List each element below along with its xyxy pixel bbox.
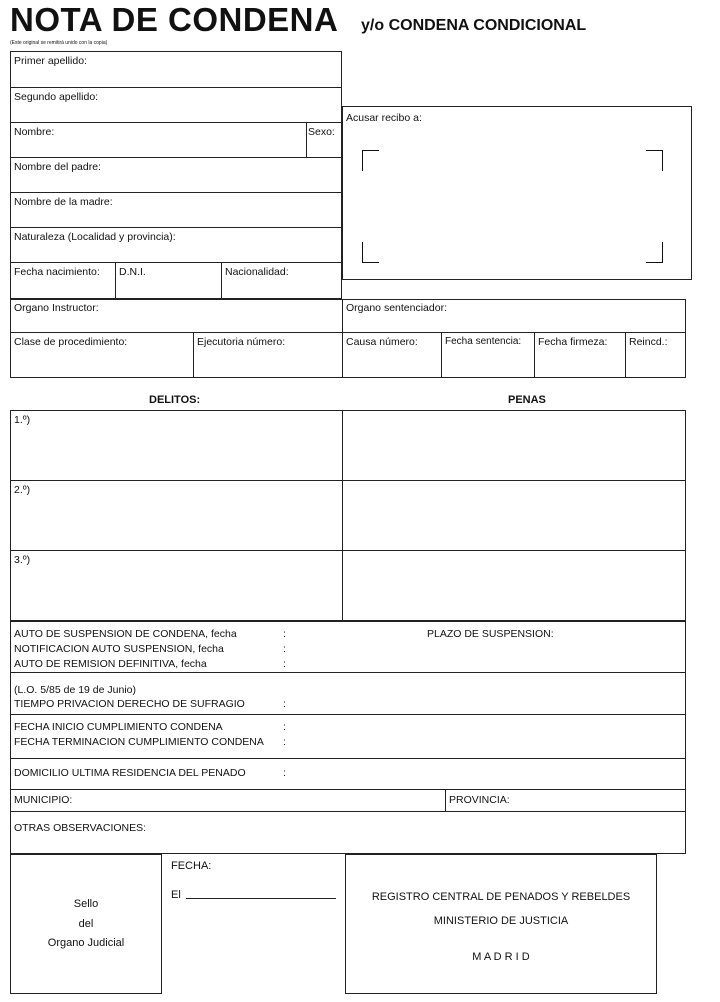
fecha-line [186,898,336,899]
auto-remision-colon: : [283,658,286,670]
tiempo-sufragio-label: TIEMPO PRIVACION DERECHO DE SUFRAGIO [14,698,245,710]
table-row-3-number: 3.º) [14,554,31,566]
domicilio-colon: : [283,767,286,779]
registro-title: REGISTRO CENTRAL DE PENADOS Y REBELDES [371,891,631,903]
delitos-header: DELITOS: [149,394,201,406]
sello-line-1: Sello [73,898,99,910]
auto-remision-label: AUTO DE REMISION DEFINITIVA, fecha [14,658,207,670]
municipio-label: MUNICIPIO: [14,794,73,806]
causa-label: Causa número: [346,336,418,348]
acusar-recibo-label: Acusar recibo a: [346,112,422,124]
fecha-inicio-label: FECHA INICIO CUMPLIMIENTO CONDENA [14,721,223,733]
clase-procedimiento-label: Clase de procedimiento: [14,336,128,348]
reincd-label: Reincd.: [629,336,668,348]
nombre-madre-label: Nombre de la madre: [14,196,113,208]
nacionalidad-label: Nacionalidad: [225,266,289,278]
penas-header: PENAS [508,394,546,406]
organo-sentenciador-label: Organo sentenciador: [346,302,447,314]
fecha-terminacion-colon: : [283,736,286,748]
auto-suspension-label: AUTO DE SUSPENSION DE CONDENA, fecha [14,628,237,640]
primer-apellido-label: Primer apellido: [14,55,87,67]
el-label: El [171,889,181,901]
fecha-firmeza-label: Fecha firmeza: [538,336,608,348]
ministerio-title: MINISTERIO DE JUSTICIA [433,915,569,927]
domicilio-label: DOMICILIO ULTIMA RESIDENCIA DEL PENADO [14,767,246,779]
table-row-2-number: 2.º) [14,484,31,496]
nombre-label: Nombre: [14,126,55,138]
lo-reference-label: (L.O. 5/85 de 19 de Junio) [14,684,136,696]
form-subtitle: y/o CONDENA CONDICIONAL [361,17,587,34]
provincia-label: PROVINCIA: [449,794,510,806]
address-corner-bottom-right [646,242,663,263]
form-note: (Este original se remitirá unido con la copia) [10,40,108,46]
ejecutoria-label: Ejecutoria número: [197,336,286,348]
nombre-padre-label: Nombre del padre: [14,161,101,173]
segundo-apellido-label: Segundo apellido: [14,91,99,103]
address-corner-top-left [362,150,379,171]
auto-suspension-colon: : [283,628,286,640]
fecha-nacimiento-label: Fecha nacimiento: [14,266,100,278]
fecha-terminacion-label: FECHA TERMINACION CUMPLIMIENTO CONDENA [14,736,264,748]
naturaleza-label: Naturaleza (Localidad y provincia): [14,231,176,243]
fecha-inicio-colon: : [283,721,286,733]
table-row-1-number: 1.º) [14,414,31,426]
otras-observaciones-label: OTRAS OBSERVACIONES: [14,822,147,834]
acusar-recibo-block [342,106,692,280]
fecha-label: FECHA: [171,860,212,872]
address-corner-bottom-left [362,242,379,263]
sello-line-2: del [78,918,94,930]
plazo-suspension-label: PLAZO DE SUSPENSION: [427,628,554,640]
fecha-sentencia-label: Fecha sentencia: [445,336,522,347]
address-corner-top-right [646,150,663,171]
form-title: NOTA DE CONDENA [10,1,339,38]
delitos-penas-table [10,410,686,621]
dni-label: D.N.I. [119,266,146,278]
sello-line-3: Organo Judicial [47,937,125,949]
notificacion-colon: : [283,643,286,655]
notificacion-label: NOTIFICACION AUTO SUSPENSION, fecha [14,643,224,655]
tiempo-sufragio-colon: : [283,698,286,710]
madrid-title: M A D R I D [472,951,530,963]
organo-instructor-label: Organo Instructor: [14,302,99,314]
sexo-label: Sexo: [308,126,335,138]
